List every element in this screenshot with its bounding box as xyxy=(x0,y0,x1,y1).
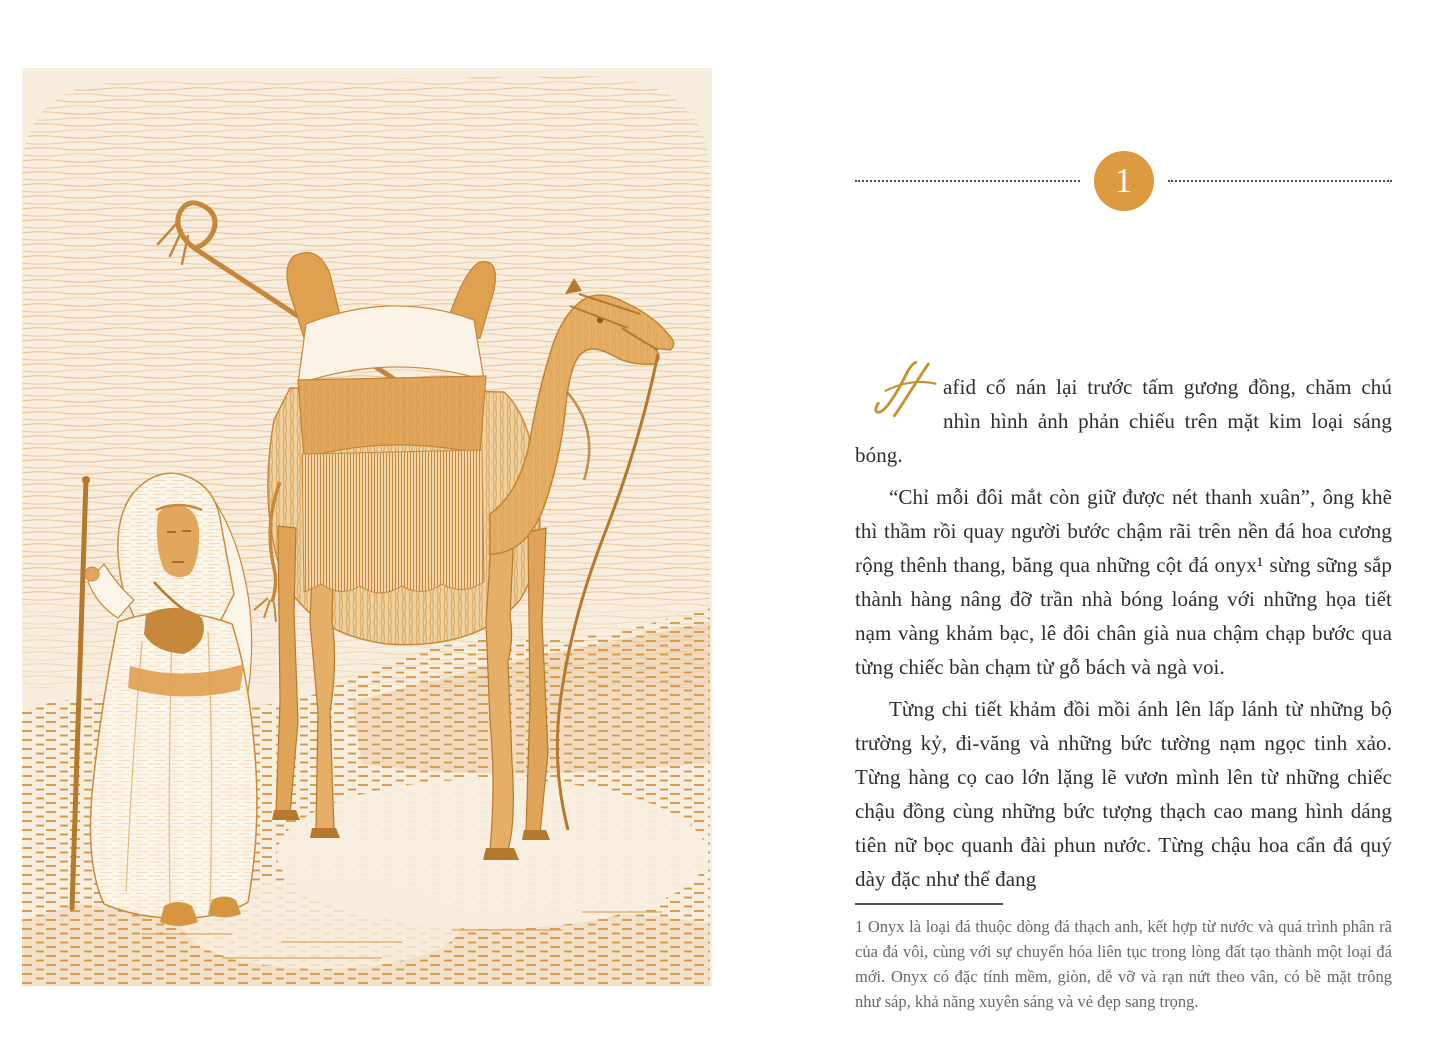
camel-illustration xyxy=(22,62,712,986)
body-text xyxy=(855,370,1392,896)
chapter-number: 1 xyxy=(1114,161,1133,200)
paragraph-1 xyxy=(855,370,1392,472)
paragraph-3: Từng chi tiết khảm đồi mồi ánh lên lấp lánh từ những bộ trường kỷ, đi-văng và những bức tường nạm ngọc tinh xảo. Từng hàng cọ cao lớn lặng lẽ vươn mình lên từ những chiếc chậu đồng cùng những bức tượng thạch cao mang hình dáng tiên nữ bọc quanh đài phun nước. Từng chậu hoa cẩn đá quý dày đặc như thể đang xyxy=(855,697,1392,891)
footnote-text: 1 Onyx là loại đá thuộc dòng đá thạch anh, kết hợp từ nước và quá trình phân rã của đá vôi, cùng với sự chuyển hóa liên tục trong lòng đất tạo thành một loại đá mới. Onyx có đặc tính mềm, giòn, dễ vỡ và rạn nứt theo vân, có bề mặt trông như sáp, khả năng xuyên sáng và vẻ đẹp sang trọng. xyxy=(855,917,1392,1011)
chapter-number-badge xyxy=(1094,151,1154,211)
paragraph-1-text: afid cố nán lại trước tấm gương đồng, chăm chú nhìn hình ảnh phản chiếu trên mặt kim loại sáng bóng. xyxy=(855,375,1392,467)
footnote-separator xyxy=(855,903,1003,905)
paragraph-2: “Chỉ mỗi đôi mắt còn giữ được nét thanh xuân”, ông khẽ thì thầm rồi quay người bước chậm rãi trên nền đá hoa cương rộng thênh thang, băng qua những cột đá onyx¹ sừng sững sắp thành hàng nâng đỡ trần nhà bóng loáng với những họa tiết nạm vàng khảm bạc, lê đôi chân già nua chậm chạp bước qua từng chiếc bàn chạm từ gỗ bách và ngà voi. xyxy=(855,485,1392,679)
dotted-rule-left xyxy=(855,180,1080,182)
drop-cap-H xyxy=(873,360,939,418)
camel-illustration-svg xyxy=(22,62,712,986)
face xyxy=(157,505,199,577)
text-column xyxy=(855,150,1392,904)
dotted-rule-right xyxy=(1168,180,1393,182)
chapter-ornament xyxy=(855,150,1392,212)
